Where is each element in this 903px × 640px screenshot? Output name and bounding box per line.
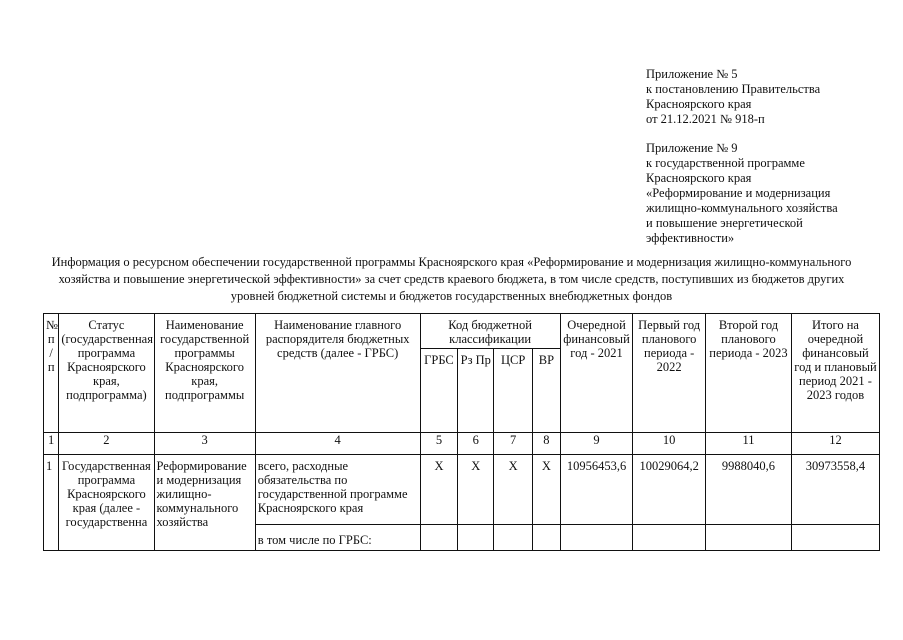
- column-number: 8: [533, 433, 561, 455]
- header-grbs-name: Наименование главного распорядителя бюджетных средств (далее - ГРБС): [255, 314, 420, 433]
- column-number: 2: [59, 433, 154, 455]
- appendix-5-line: к постановлению Правительства: [646, 82, 821, 96]
- column-number: 5: [420, 433, 458, 455]
- empty-cell: [705, 525, 791, 551]
- row-vr-code: X: [533, 455, 561, 525]
- column-number: 1: [44, 433, 59, 455]
- empty-cell: [560, 525, 633, 551]
- empty-cell: [494, 525, 533, 551]
- column-number: 4: [255, 433, 420, 455]
- column-number: 9: [560, 433, 633, 455]
- empty-cell: [633, 525, 706, 551]
- row-grbs-code: X: [420, 455, 458, 525]
- row-status: Государственная программа Красноярского края (далее - государственна: [59, 455, 154, 551]
- header-csr: ЦСР: [494, 349, 533, 433]
- appendix-9-line: к государственной программе: [646, 156, 805, 170]
- header-program-name: Наименование государственной программы Красноярского края, подпрограммы: [154, 314, 255, 433]
- header-code-group: Код бюджетной классификации: [420, 314, 560, 349]
- appendix-5-line: Красноярского края: [646, 97, 752, 111]
- column-number: 12: [791, 433, 879, 455]
- empty-cell: [533, 525, 561, 551]
- header-vr: ВР: [533, 349, 561, 433]
- empty-cell: [458, 525, 494, 551]
- header-total: Итого на очередной финансовый год и плановый период 2021 - 2023 годов: [791, 314, 879, 433]
- appendix-5-line: от 21.12.2021 № 918-п: [646, 112, 765, 126]
- column-number-row: [44, 433, 880, 455]
- column-number: 11: [705, 433, 791, 455]
- title-line: Информация о ресурсном обеспечении государственной программы Красноярского края «Реформирование и модернизация жилищно-коммунального: [51, 255, 852, 269]
- appendix-5-line: Приложение № 5: [646, 67, 738, 81]
- row-first-plan-year: 10029064,2: [633, 455, 706, 525]
- column-number: 7: [494, 433, 533, 455]
- appendix-9-line: Красноярского края: [646, 171, 752, 185]
- header-first-plan-year: Первый год планового периода - 2022: [633, 314, 706, 433]
- header-grbs: ГРБС: [420, 349, 458, 433]
- empty-cell: [791, 525, 879, 551]
- table-row: [44, 455, 880, 525]
- appendix-9-line: эффективности»: [646, 231, 735, 245]
- empty-cell: [420, 525, 458, 551]
- header-row: [44, 314, 880, 349]
- header-current-year: Очередной финансовый год - 2021: [560, 314, 633, 433]
- row-program-name: Реформирование и модернизация жилищно-коммунального хозяйства: [154, 455, 255, 551]
- header-rzpr: Рз Пр: [458, 349, 494, 433]
- row-grbs-name: всего, расходные обязательства по государственной программе Красноярского края: [255, 455, 420, 525]
- appendix-9-line: «Реформирование и модернизация: [646, 186, 831, 200]
- appendix-5-block: [646, 67, 820, 127]
- row-num: 1: [44, 455, 59, 551]
- header-second-plan-year: Второй год планового периода - 2023: [705, 314, 791, 433]
- appendix-9-line: и повышение энергетической: [646, 216, 803, 230]
- row-total: 30973558,4: [791, 455, 879, 525]
- header-status: Статус (государственная программа Красноярского края, подпрограмма): [59, 314, 154, 433]
- row-rzpr-code: X: [458, 455, 494, 525]
- title-line: уровней бюджетной системы и бюджетов государственных внебюджетных фондов: [230, 289, 673, 303]
- row-current-year: 10956453,6: [560, 455, 633, 525]
- appendix-9-line: жилищно-коммунального хозяйства: [646, 201, 838, 215]
- header-num: № п / п: [44, 314, 59, 433]
- appendix-9-line: Приложение № 9: [646, 141, 738, 155]
- appendix-9-block: [646, 141, 838, 246]
- column-number: 6: [458, 433, 494, 455]
- subrow-grbs-name: в том числе по ГРБС:: [255, 525, 420, 551]
- document-title: [30, 254, 873, 305]
- column-number: 10: [633, 433, 706, 455]
- row-csr-code: X: [494, 455, 533, 525]
- column-number: 3: [154, 433, 255, 455]
- row-second-plan-year: 9988040,6: [705, 455, 791, 525]
- title-line: хозяйства и повышение энергетической эффективности» за счет средств краевого бюджета, в том числе средств, поступивших из бюджетов других: [58, 272, 845, 286]
- resource-table: [43, 313, 880, 551]
